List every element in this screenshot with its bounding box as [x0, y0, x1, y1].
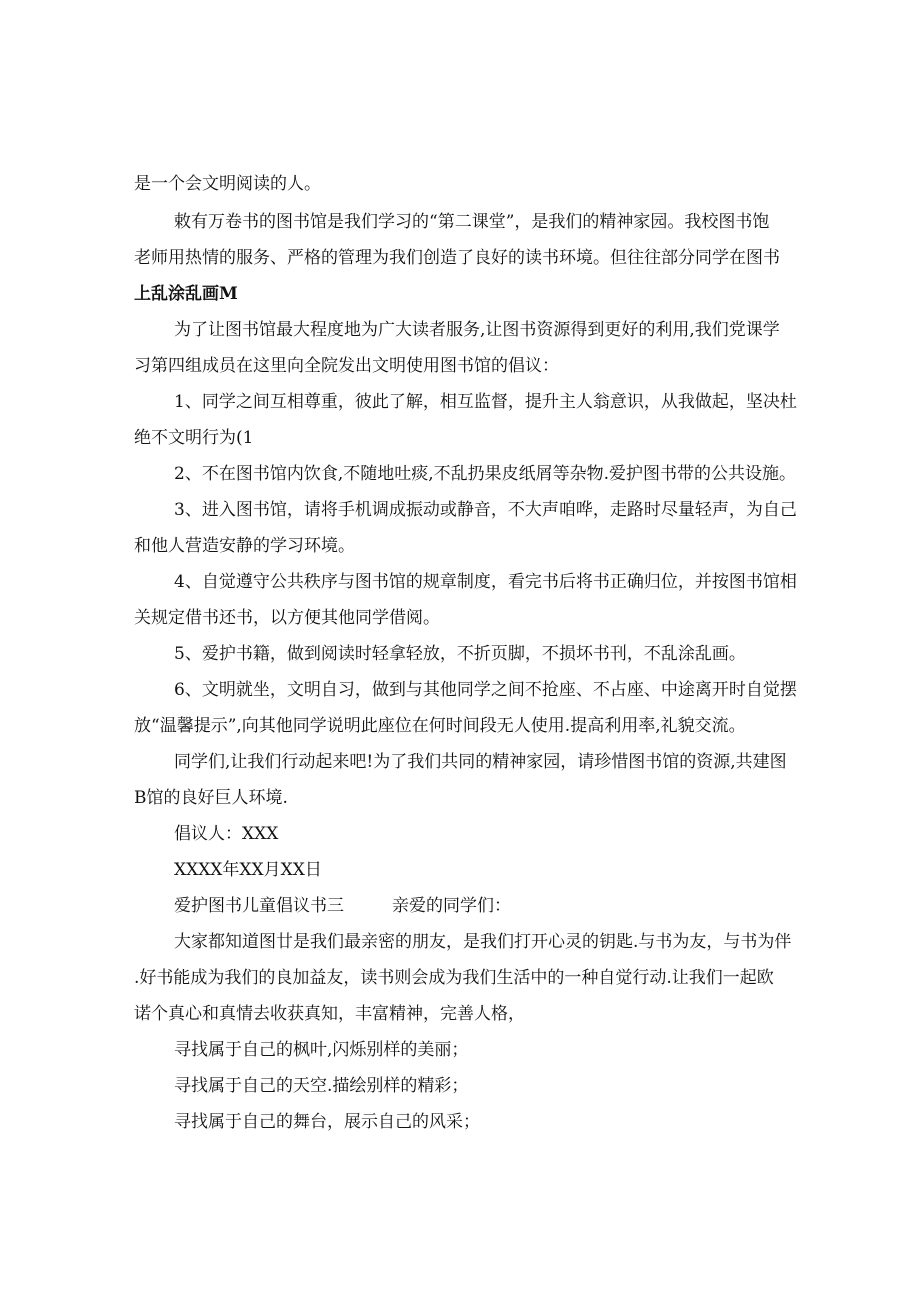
- proposal-item-1: [134, 384, 797, 456]
- proposal-item-6: [134, 672, 797, 744]
- proposal-item-4: [134, 564, 797, 636]
- signature-date: [134, 852, 794, 888]
- paragraph-intro-end: [134, 166, 794, 202]
- text-line: 3、进入图书馆，请将手机调成振动或静音，不大声咱哗，走路时尽量轻声，为自己: [174, 500, 797, 520]
- text-line: 为了让图书馆最大程度地为广大读者服务,让图书资源得到更好的利用,我们党课学: [174, 320, 780, 340]
- verse-line-3: [134, 1104, 794, 1140]
- paragraph-purpose: [134, 312, 794, 384]
- text-line: B馆的良好巨人环境.: [134, 788, 288, 808]
- text-line: 1、同学之间互相尊重，彼此了解，相互监督，提升主人翁意识，从我做起，坚决杜: [174, 392, 797, 412]
- proposal-item-3: [134, 492, 797, 564]
- text-line: 寻找属于自己的舞台，展示自己的风采；: [174, 1112, 480, 1132]
- text-line: 关规定借书还书，以方便其他同学借阅。: [134, 608, 440, 628]
- text-line: 倡议人：XXX: [174, 824, 279, 844]
- text-line: 6、文明就坐，文明自习，做到与其他同学之间不抢座、不占座、中途离开时自觉摆: [174, 680, 797, 700]
- proposal-item-2: [134, 456, 797, 492]
- text-line: 寻找属于自己的枫叶,闪烁别样的美丽；: [174, 1040, 469, 1060]
- text-line: XXXX年XX月XX日: [174, 860, 322, 880]
- text-line: 大家都知道图廿是我们最亲密的朋友，是我们打开心灵的钥匙.与书为友，与书为伴: [174, 932, 792, 952]
- text-line: 5、爱护书籍，做到阅读时轻拿轻放，不折页脚，不损坏书刊，不乱涂乱画。: [174, 644, 746, 664]
- paragraph-books-friends: [134, 924, 794, 1032]
- text-line: .好书能成为我们的良加益友，读书则会成为我们生活中的一种自觉行动.让我们一起欧: [134, 968, 774, 988]
- text-line: 同学们,让我们行动起来吧!为了我们共同的精神家园，请珍惜图书馆的资源,共建图: [174, 752, 787, 772]
- text-line: 放“温馨提示”,向其他同学说明此座位在何时间段无人使用.提高利用率,礼貌交流。: [134, 716, 746, 736]
- text-line: 敕有万卷书的图书馆是我们学习的“第二课堂”，是我们的精神家园。我校图书饱: [174, 212, 770, 232]
- text-line: 诺个真心和真情去收获真知，丰富精神，完善人格，: [134, 1004, 525, 1024]
- section-three-heading: [134, 888, 794, 924]
- text-line: 老师用热情的服务、严格的管理为我们创造了良好的读书环境。但往往部分同学在图书: [134, 248, 780, 268]
- paragraph-library: [134, 204, 794, 312]
- text-line: 上乱涂乱画M: [134, 284, 238, 304]
- proposal-item-5: [134, 636, 794, 672]
- text-line: 2、不在图书馆内饮食,不随地吐痰,不乱扔果皮纸屑等杂物.爱护图书带的公共设施。: [174, 464, 797, 484]
- section-three-title: 爱护图书儿童倡议书三: [174, 896, 344, 916]
- signature-proposer: [134, 816, 794, 852]
- text-line: 和他人营造安静的学习环境。: [134, 536, 355, 556]
- section-three-greeting: 亲爱的同学们：: [392, 896, 511, 916]
- text-line: 绝不文明行为(1: [134, 428, 254, 448]
- text-line: 习第四组成员在这里向全院发出文明使用图书馆的倡议：: [134, 356, 559, 376]
- text-line: 4、自觉遵守公共秩序与图书馆的规章制度，看完书后将书正确归位，并按图书馆相: [174, 572, 797, 592]
- text-line: 寻找属于自己的天空.描绘别样的精彩；: [174, 1076, 469, 1096]
- verse-line-1: [134, 1032, 794, 1068]
- text-line: [134, 888, 794, 924]
- text-line: 是一个会文明阅读的人。: [134, 174, 321, 194]
- paragraph-call-to-action: [134, 744, 794, 816]
- verse-line-2: [134, 1068, 794, 1104]
